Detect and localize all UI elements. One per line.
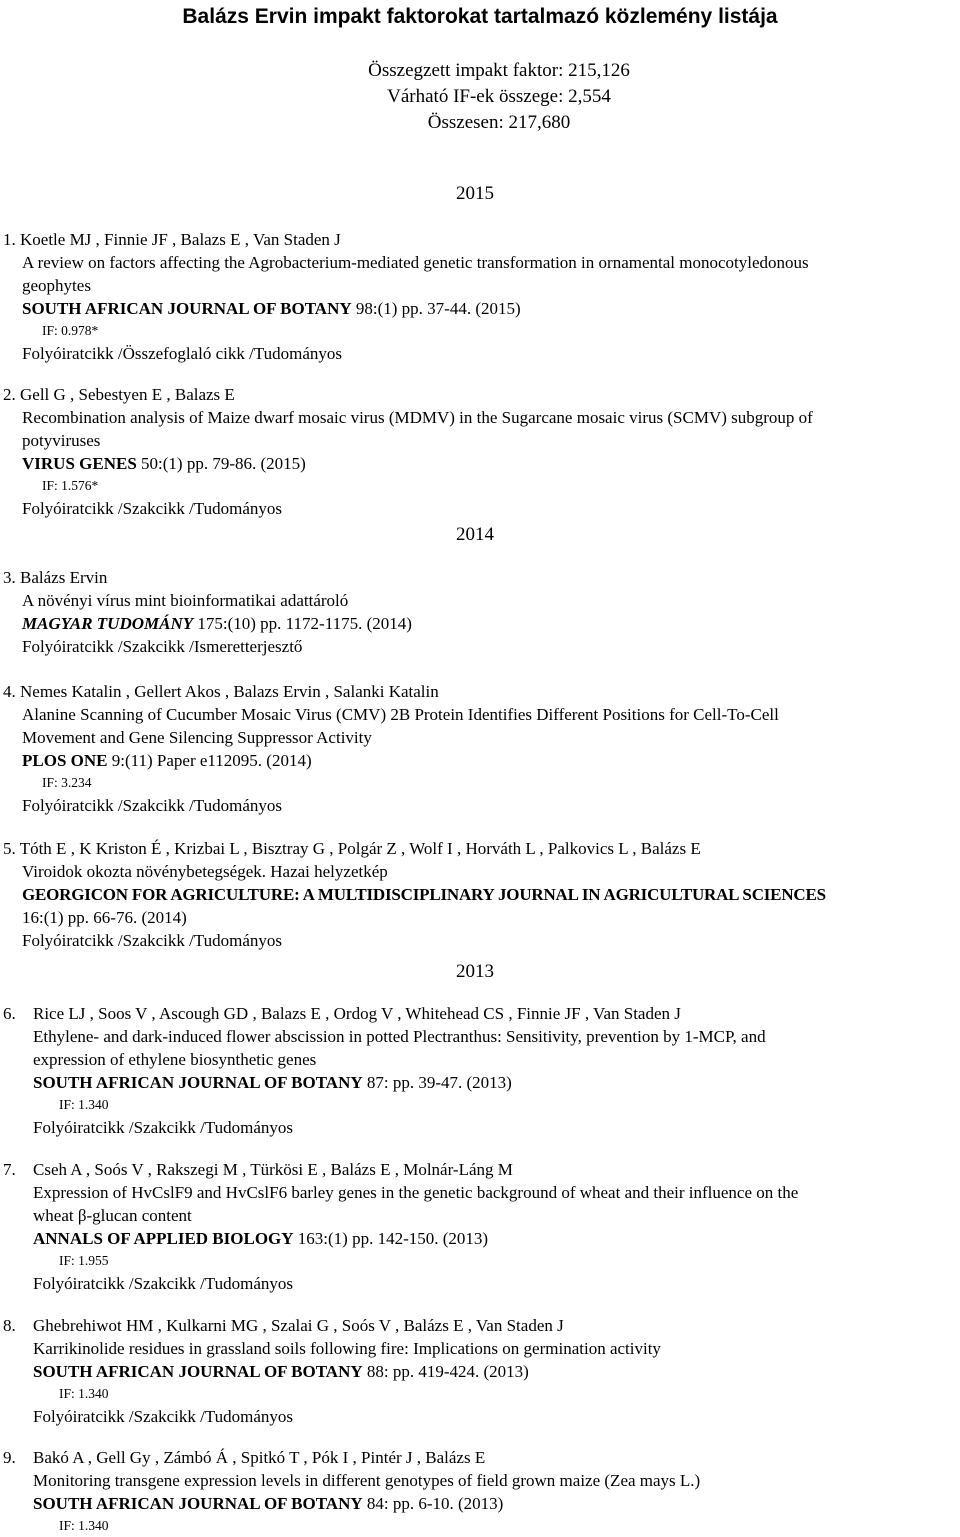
entry-impact-factor: IF: 1.576*	[42, 478, 99, 493]
publication-entry	[0, 228, 958, 365]
entry-number: 6.	[3, 1004, 16, 1023]
entry-number: 2.	[3, 385, 16, 404]
entry-impact-factor: IF: 1.955	[59, 1253, 109, 1268]
publication-entry	[0, 1158, 958, 1295]
entry-title-cont: potyviruses	[22, 431, 101, 450]
entry-title-cont: geophytes	[22, 276, 91, 295]
entry-type: Folyóiratcikk /Szakcikk /Tudományos	[22, 931, 283, 950]
entry-authors: Cseh A , Soós V , Rakszegi M , Türkösi E , Balázs E , Molnár-Láng M	[33, 1160, 513, 1179]
entry-type: Folyóiratcikk /Összefoglaló cikk /Tudományos	[22, 344, 342, 363]
entry-title: Ethylene- and dark-induced flower abscission in potted Plectranthus: Sensitivity, prevention by 1-MCP, and	[33, 1027, 766, 1046]
entry-type: Folyóiratcikk /Szakcikk /Tudományos	[33, 1118, 294, 1137]
entry-number: 3.	[3, 568, 16, 587]
entry-impact-factor: IF: 1.340	[59, 1097, 109, 1112]
entry-journal: SOUTH AFRICAN JOURNAL OF BOTANY	[33, 1362, 363, 1381]
entry-authors: Balázs Ervin	[20, 568, 108, 587]
entry-impact-factor: IF: 3.234	[42, 775, 92, 790]
entry-title: Recombination analysis of Maize dwarf mosaic virus (MDMV) in the Sugarcane mosaic virus (SCMV) subgroup of	[22, 408, 813, 427]
entry-publication-details: 84: pp. 6-10. (2013)	[362, 1494, 504, 1513]
entry-journal: PLOS ONE	[22, 751, 108, 770]
publication-entry	[0, 1002, 958, 1139]
entry-publication-details: 88: pp. 419-424. (2013)	[362, 1362, 529, 1381]
entry-journal: SOUTH AFRICAN JOURNAL OF BOTANY	[33, 1494, 363, 1513]
entry-title: Viroidok okozta növénybetegségek. Hazai helyzetkép	[22, 862, 388, 881]
publication-entry	[0, 680, 958, 817]
entry-number: 4.	[3, 682, 16, 701]
entry-authors: Ghebrehiwot HM , Kulkarni MG , Szalai G , Soós V , Balázs E , Van Staden J	[33, 1316, 564, 1335]
entry-authors: Bakó A , Gell Gy , Zámbó Á , Spitkó T , Pók I , Pintér J , Balázs E	[33, 1448, 486, 1467]
publication-entry	[0, 566, 958, 658]
entry-journal: SOUTH AFRICAN JOURNAL OF BOTANY	[22, 299, 352, 318]
entry-journal: ANNALS OF APPLIED BIOLOGY	[33, 1229, 294, 1248]
impact-summary	[0, 58, 960, 136]
publication-entry	[0, 383, 958, 520]
sum-impact-factor: Összesen: 217,680	[427, 112, 571, 133]
publication-entry	[0, 837, 958, 952]
entry-journal: MAGYAR TUDOMÁNY	[22, 614, 194, 633]
entry-publication-details: 50:(1) pp. 79-86. (2015)	[136, 454, 306, 473]
entry-journal: VIRUS GENES	[22, 454, 137, 473]
publication-entry	[0, 1446, 958, 1537]
entry-authors: Nemes Katalin , Gellert Akos , Balazs Ervin , Salanki Katalin	[20, 682, 439, 701]
year-heading-2013: 2013	[456, 961, 494, 982]
entry-authors: Rice LJ , Soos V , Ascough GD , Balazs E , Ordog V , Whitehead CS , Finnie JF , Van Staden J	[33, 1004, 681, 1023]
entry-title-cont: wheat β-glucan content	[33, 1206, 192, 1225]
entry-number: 1.	[3, 230, 16, 249]
entry-title: Karrikinolide residues in grassland soils following fire: Implications on germination activity	[33, 1339, 661, 1358]
entry-impact-factor: IF: 0.978*	[42, 323, 99, 338]
entry-type: Folyóiratcikk /Szakcikk /Ismeretterjesztő	[22, 637, 303, 656]
entry-publication-details: 175:(10) pp. 1172-1175. (2014)	[193, 614, 412, 633]
entry-impact-factor: IF: 1.340	[59, 1518, 109, 1533]
page-title: Balázs Ervin impakt faktorokat tartalmazó közlemény listája	[182, 5, 778, 28]
year-heading-2015: 2015	[456, 183, 494, 204]
entry-authors: Tóth E , K Kriston É , Krizbai L , Bisztray G , Polgár Z , Wolf I , Horváth L , Palkovics L , Balázs E	[19, 839, 701, 858]
entry-publication-details: 9:(11) Paper e112095. (2014)	[107, 751, 312, 770]
expected-impact-factor: Várható IF-ek összege: 2,554	[387, 86, 611, 107]
entry-title-cont: Movement and Gene Silencing Suppressor Activity	[22, 728, 372, 747]
entry-title: A review on factors affecting the Agrobacterium-mediated genetic transformation in ornamental monocotyledonous	[22, 253, 809, 272]
entry-number: 8.	[3, 1316, 16, 1335]
entry-title-cont: expression of ethylene biosynthetic genes	[33, 1050, 317, 1069]
entry-journal: SOUTH AFRICAN JOURNAL OF BOTANY	[33, 1073, 363, 1092]
entry-type: Folyóiratcikk /Szakcikk /Tudományos	[22, 796, 283, 815]
entry-authors: Gell G , Sebestyen E , Balazs E	[20, 385, 235, 404]
year-heading-2014: 2014	[456, 524, 494, 545]
entry-publication-details: 87: pp. 39-47. (2013)	[362, 1073, 512, 1092]
entry-impact-factor: IF: 1.340	[59, 1386, 109, 1401]
entry-publication-details: 98:(1) pp. 37-44. (2015)	[351, 299, 521, 318]
total-impact-factor: Összegzett impakt faktor: 215,126	[368, 60, 630, 81]
entry-number: 5.	[3, 839, 16, 858]
entry-type: Folyóiratcikk /Szakcikk /Tudományos	[22, 499, 283, 518]
publication-entry	[0, 1314, 958, 1428]
entry-title: Monitoring transgene expression levels in different genotypes of field grown maize (Zea mays L.)	[33, 1471, 701, 1490]
entry-publication-details: 16:(1) pp. 66-76. (2014)	[22, 908, 187, 927]
entry-journal: GEORGICON FOR AGRICULTURE: A MULTIDISCIPLINARY JOURNAL IN AGRICULTURAL SCIENCES	[22, 885, 826, 904]
entry-publication-details: 163:(1) pp. 142-150. (2013)	[293, 1229, 489, 1248]
entry-type: Folyóiratcikk /Szakcikk /Tudományos	[33, 1407, 294, 1426]
entry-title: Expression of HvCslF9 and HvCslF6 barley genes in the genetic background of wheat and their influence on the	[33, 1183, 799, 1202]
entry-title: Alanine Scanning of Cucumber Mosaic Virus (CMV) 2B Protein Identifies Different Positions for Cell-To-Cell	[22, 705, 779, 724]
entry-authors: Koetle MJ , Finnie JF , Balazs E , Van Staden J	[20, 230, 341, 249]
entry-number: 9.	[3, 1448, 16, 1467]
entry-type: Folyóiratcikk /Szakcikk /Tudományos	[33, 1274, 294, 1293]
entry-title: A növényi vírus mint bioinformatikai adattároló	[22, 591, 349, 610]
entry-number: 7.	[3, 1160, 16, 1179]
